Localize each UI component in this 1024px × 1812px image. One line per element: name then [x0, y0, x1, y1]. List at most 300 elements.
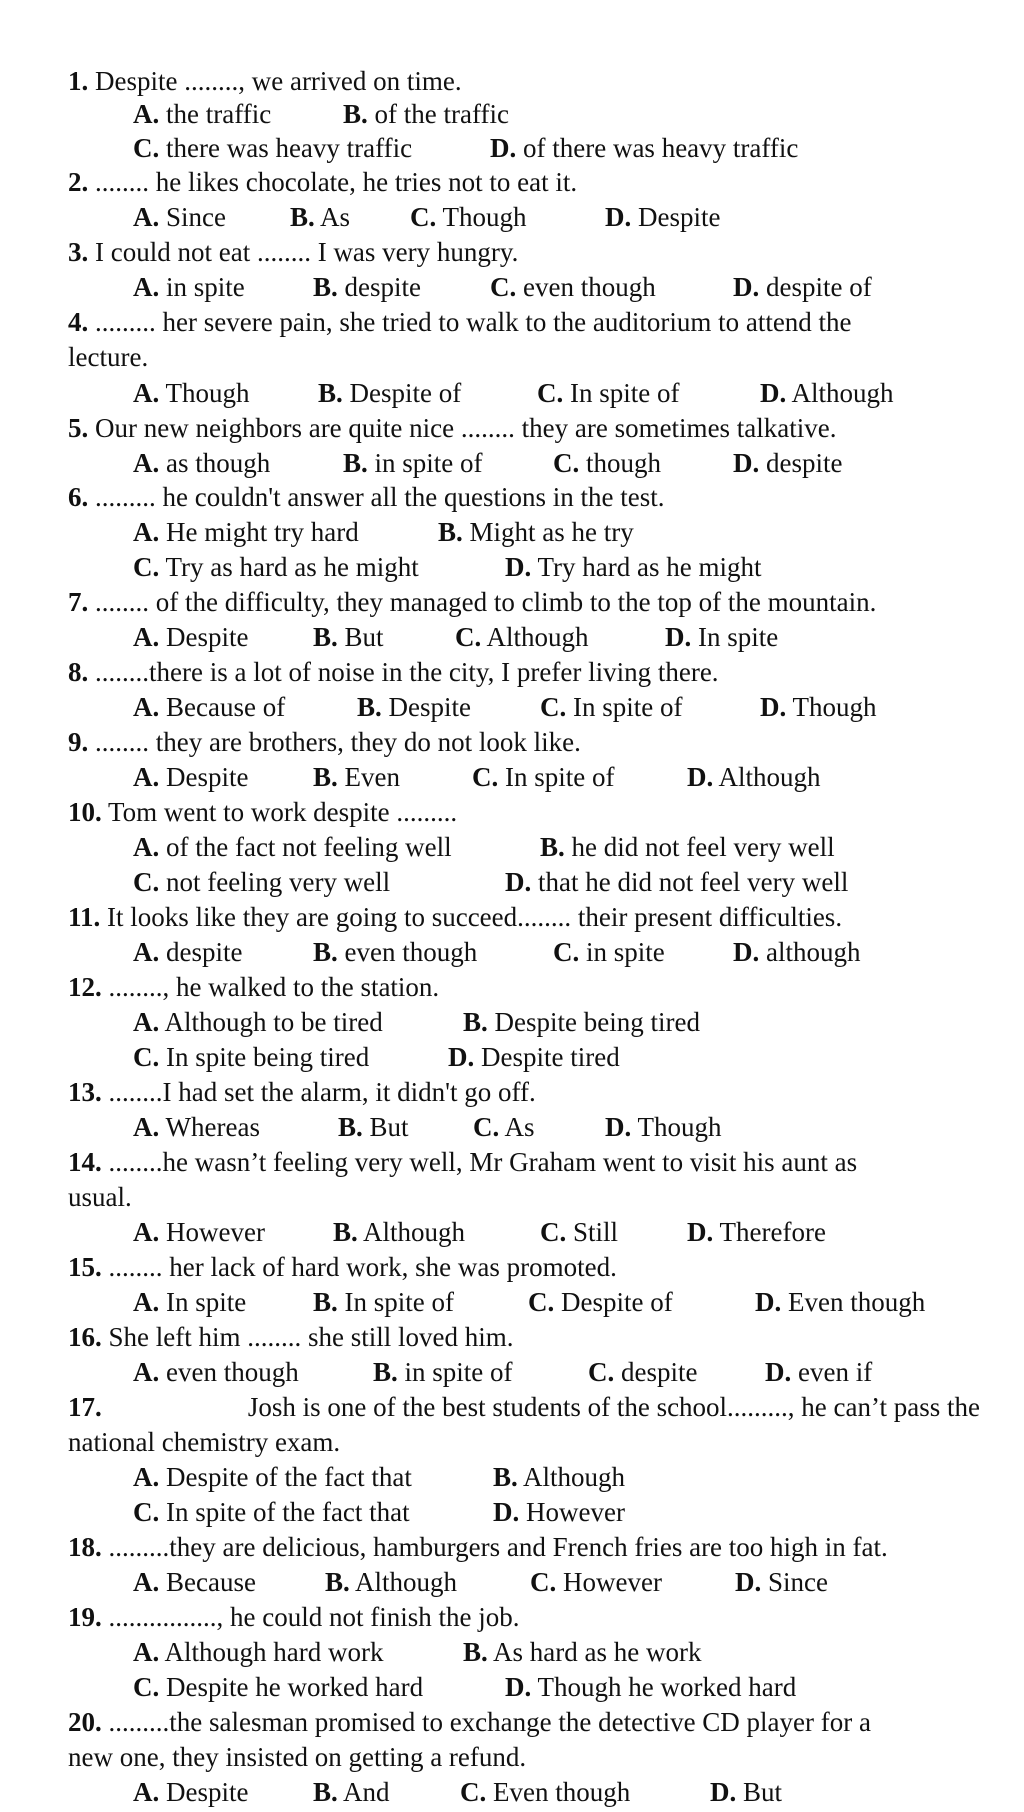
question-1 [68, 64, 462, 99]
question-number: 1. [68, 66, 89, 96]
option-letter: D. [448, 1042, 475, 1072]
question-13 [68, 1075, 536, 1110]
question-text: ........I had set the alarm, it didn't go off. [108, 1077, 536, 1107]
option-text: In spite of [570, 378, 680, 408]
option-text: In spite of the fact that [166, 1497, 410, 1527]
option-c[interactable] [133, 550, 419, 585]
option-text: despite [766, 448, 843, 478]
option-d[interactable] [755, 1285, 925, 1320]
option-text: He might try hard [166, 517, 359, 547]
option-text: despite [166, 937, 243, 967]
option-text: Because of [166, 692, 286, 722]
option-text: Though [165, 378, 250, 408]
option-d[interactable] [448, 1040, 620, 1075]
option-text: Since [166, 202, 226, 232]
option-text: Therefore [719, 1217, 826, 1247]
option-a[interactable] [133, 1285, 246, 1320]
option-b[interactable] [338, 1110, 409, 1145]
option-text: not feeling very well [166, 867, 391, 897]
option-text: in spite of [374, 448, 483, 478]
option-d[interactable] [505, 550, 762, 585]
option-d[interactable] [687, 760, 821, 795]
question-12 [68, 970, 439, 1005]
option-b[interactable] [493, 1460, 625, 1495]
option-text: But [743, 1777, 783, 1807]
option-a[interactable] [133, 620, 248, 655]
option-text: although [766, 937, 861, 967]
option-d[interactable] [665, 620, 778, 655]
option-text: though [586, 448, 662, 478]
question-2 [68, 165, 577, 200]
option-letter: C. [553, 937, 580, 967]
option-text: Though [792, 692, 877, 722]
option-letter: D. [505, 867, 532, 897]
option-letter: A. [133, 1357, 160, 1387]
option-b[interactable] [313, 760, 400, 795]
option-letter: B. [338, 1112, 363, 1142]
question-number: 20. [68, 1707, 102, 1737]
option-letter: D. [505, 1672, 532, 1702]
option-letter: B. [325, 1567, 350, 1597]
question-9 [68, 725, 581, 760]
option-letter: B. [463, 1637, 488, 1667]
option-letter: A. [133, 832, 160, 862]
option-letter: A. [133, 692, 160, 722]
option-c[interactable] [537, 376, 679, 411]
option-b[interactable] [318, 376, 461, 411]
option-letter: D. [687, 1217, 714, 1247]
option-text: In spite of [505, 762, 615, 792]
option-letter: D. [687, 762, 714, 792]
option-text: Although to be tired [164, 1007, 383, 1037]
option-text: Even though [788, 1287, 926, 1317]
option-c[interactable] [472, 760, 614, 795]
option-text: even if [798, 1357, 873, 1387]
question-text: Despite ........, we arrived on time. [95, 66, 462, 96]
option-letter: C. [528, 1287, 555, 1317]
option-letter: D. [760, 378, 787, 408]
question-number: 13. [68, 1077, 102, 1107]
question-text: .........the salesman promised to exchange the detective CD player for a [108, 1707, 871, 1737]
option-letter: B. [493, 1462, 518, 1492]
option-text: Even [344, 762, 400, 792]
question-11 [68, 900, 842, 935]
option-a[interactable] [133, 1565, 256, 1600]
option-a[interactable] [133, 1355, 299, 1390]
option-text: However [166, 1217, 265, 1247]
option-b[interactable] [313, 1775, 390, 1810]
question-4 [68, 305, 852, 340]
option-a[interactable] [133, 515, 359, 550]
option-letter: A. [133, 1112, 160, 1142]
option-c[interactable] [588, 1355, 697, 1390]
question-number: 10. [68, 797, 102, 827]
option-letter: C. [133, 867, 160, 897]
option-text: Try as hard as he might [165, 552, 419, 582]
question-text: I could not eat ........ I was very hungry. [95, 237, 519, 267]
option-b[interactable] [313, 935, 477, 970]
question-number: 17. [68, 1392, 102, 1422]
option-a[interactable] [133, 97, 271, 132]
option-text: Although [791, 378, 894, 408]
question-text-continued: lecture. [68, 342, 149, 372]
option-a[interactable] [133, 1005, 383, 1040]
option-letter: D. [755, 1287, 782, 1317]
option-letter: B. [290, 202, 315, 232]
question-text: ........he wasn’t feeling very well, Mr Graham went to visit his aunt as [108, 1147, 858, 1177]
option-letter: B. [343, 448, 368, 478]
option-text: Although hard work [164, 1637, 384, 1667]
option-text: in spite of [404, 1357, 513, 1387]
option-text: Despite [166, 622, 249, 652]
option-a[interactable] [133, 376, 250, 411]
option-text: But [369, 1112, 409, 1142]
option-b[interactable] [438, 515, 634, 550]
question-text: ......... he couldn't answer all the questions in the test. [95, 482, 665, 512]
option-letter: A. [133, 517, 160, 547]
question-text: She left him ........ she still loved him. [108, 1322, 514, 1352]
question-3 [68, 235, 518, 270]
option-c[interactable] [540, 690, 682, 725]
option-b[interactable] [463, 1005, 700, 1040]
option-text: Despite he worked hard [166, 1672, 424, 1702]
option-a[interactable] [133, 200, 226, 235]
option-b[interactable] [313, 1285, 454, 1320]
option-text: of the traffic [374, 99, 509, 129]
option-text: in spite [586, 937, 665, 967]
option-text: even though [344, 937, 478, 967]
question-text: .........they are delicious, hamburgers and French fries are too high in fat. [108, 1532, 888, 1562]
question-number: 16. [68, 1322, 102, 1352]
option-c[interactable] [460, 1775, 630, 1810]
question-text: ......... her severe pain, she tried to walk to the auditorium to attend the [95, 307, 852, 337]
option-text: Despite of [561, 1287, 673, 1317]
question-15 [68, 1250, 617, 1285]
option-letter: A. [133, 448, 160, 478]
option-letter: C. [473, 1112, 500, 1142]
option-text: of there was heavy traffic [523, 133, 799, 163]
option-d[interactable] [733, 446, 842, 481]
option-b[interactable] [333, 1215, 465, 1250]
option-d[interactable] [710, 1775, 782, 1810]
option-text: In spite being tired [166, 1042, 370, 1072]
option-d[interactable] [605, 200, 720, 235]
option-letter: B. [333, 1217, 358, 1247]
option-letter: D. [605, 202, 632, 232]
option-text: Despite [166, 1777, 249, 1807]
option-text: And [343, 1777, 390, 1807]
option-c[interactable] [530, 1565, 662, 1600]
option-letter: C. [133, 1672, 160, 1702]
question-6 [68, 480, 665, 515]
question-5 [68, 411, 837, 446]
option-d[interactable] [760, 376, 894, 411]
option-text: Although [363, 1217, 466, 1247]
option-text: In spite of [573, 692, 683, 722]
question-number: 11. [68, 902, 101, 932]
option-letter: B. [313, 937, 338, 967]
option-letter: A. [133, 1217, 160, 1247]
question-17 [68, 1390, 980, 1425]
question-18 [68, 1530, 888, 1565]
option-text: even though [166, 1357, 299, 1387]
option-c[interactable] [133, 1670, 423, 1705]
question-8 [68, 655, 719, 690]
option-a[interactable] [133, 830, 452, 865]
option-d[interactable] [687, 1215, 826, 1250]
option-text: Though he worked hard [537, 1672, 797, 1702]
option-letter: A. [133, 1637, 160, 1667]
option-d[interactable] [490, 131, 798, 166]
option-letter: C. [490, 272, 517, 302]
option-b[interactable] [373, 1355, 513, 1390]
question-text: ........ of the difficulty, they managed to climb to the top of the mountain. [95, 587, 877, 617]
option-letter: D. [765, 1357, 792, 1387]
option-letter: A. [133, 1462, 160, 1492]
option-text: Though [637, 1112, 722, 1142]
option-text: Despite of [349, 378, 462, 408]
option-text: he did not feel very well [571, 832, 835, 862]
option-letter: A. [133, 762, 160, 792]
option-d[interactable] [493, 1495, 625, 1530]
option-letter: D. [490, 133, 517, 163]
question-10 [68, 795, 457, 830]
option-b[interactable] [343, 97, 509, 132]
option-letter: C. [133, 133, 160, 163]
option-text: As [320, 202, 351, 232]
option-letter: C. [133, 552, 160, 582]
option-d[interactable] [735, 1565, 828, 1600]
option-text: Despite being tired [494, 1007, 700, 1037]
option-c[interactable] [133, 865, 390, 900]
question-text: ........ they are brothers, they do not look like. [95, 727, 581, 757]
option-c[interactable] [455, 620, 589, 655]
option-text: even though [523, 272, 656, 302]
option-letter: C. [540, 1217, 567, 1247]
option-b[interactable] [325, 1565, 457, 1600]
question-text: It looks like they are going to succeed........ their present difficulties. [107, 902, 843, 932]
option-c[interactable] [553, 935, 665, 970]
option-letter: D. [505, 552, 532, 582]
option-text: Try hard as he might [537, 552, 762, 582]
option-text: Though [442, 202, 527, 232]
option-text: Despite [388, 692, 471, 722]
option-text: As hard as he work [493, 1637, 702, 1667]
option-text: that he did not feel very well [538, 867, 849, 897]
option-letter: C. [472, 762, 499, 792]
option-d[interactable] [760, 690, 877, 725]
question-19 [68, 1600, 519, 1635]
option-text: Even though [493, 1777, 631, 1807]
option-c[interactable] [133, 1495, 410, 1530]
option-text: Although [355, 1567, 458, 1597]
option-text: In spite of [344, 1287, 454, 1317]
option-a[interactable] [133, 690, 285, 725]
option-letter: B. [313, 1287, 338, 1317]
option-text: Because [166, 1567, 256, 1597]
question-text: ........ her lack of hard work, she was promoted. [108, 1252, 617, 1282]
option-d[interactable] [505, 1670, 796, 1705]
option-c[interactable] [133, 1040, 369, 1075]
option-text: Since [768, 1567, 828, 1597]
option-text: Despite tired [481, 1042, 620, 1072]
option-b[interactable] [343, 446, 483, 481]
question-number: 3. [68, 237, 89, 267]
option-c[interactable] [133, 131, 412, 166]
question-14 [68, 1145, 857, 1180]
question-text: ........there is a lot of noise in the city, I prefer living there. [95, 657, 719, 687]
option-text: as though [166, 448, 271, 478]
question-text: Tom went to work despite ......... [108, 797, 458, 827]
option-text: As [504, 1112, 535, 1142]
option-c[interactable] [473, 1110, 535, 1145]
option-a[interactable] [133, 1460, 412, 1495]
question-text: ........ he likes chocolate, he tries not to eat it. [95, 167, 578, 197]
option-text: Although [486, 622, 589, 652]
option-text: But [344, 622, 384, 652]
option-letter: D. [665, 622, 692, 652]
option-letter: C. [410, 202, 437, 232]
option-letter: A. [133, 1287, 160, 1317]
option-text: Despite of the fact that [166, 1462, 412, 1492]
option-text: Despite [638, 202, 721, 232]
question-number: 18. [68, 1532, 102, 1562]
option-b[interactable] [463, 1635, 701, 1670]
question-text-continued: national chemistry exam. [68, 1427, 341, 1457]
option-c[interactable] [410, 200, 527, 235]
option-letter: D. [493, 1497, 520, 1527]
option-letter: C. [588, 1357, 615, 1387]
question-text: Josh is one of the best students of the school........., he can’t pass the [247, 1392, 980, 1422]
option-letter: D. [733, 937, 760, 967]
question-number: 9. [68, 727, 89, 757]
option-text: However [526, 1497, 625, 1527]
option-letter: D. [733, 448, 760, 478]
option-letter: B. [313, 272, 338, 302]
question-20 [68, 1705, 871, 1740]
option-letter: A. [133, 378, 160, 408]
option-letter: D. [605, 1112, 632, 1142]
option-d[interactable] [733, 935, 861, 970]
option-letter: A. [133, 1777, 160, 1807]
option-letter: D. [710, 1777, 737, 1807]
option-letter: C. [455, 622, 482, 652]
option-letter: C. [540, 692, 567, 722]
question-number: 5. [68, 413, 89, 443]
option-b[interactable] [313, 620, 384, 655]
option-letter: A. [133, 1567, 160, 1597]
option-letter: C. [133, 1042, 160, 1072]
option-letter: B. [438, 517, 463, 547]
option-c[interactable] [553, 446, 661, 481]
option-letter: D. [735, 1567, 762, 1597]
option-text: despite [621, 1357, 698, 1387]
question-16 [68, 1320, 513, 1355]
question-text: ................, he could not finish the job. [108, 1602, 520, 1632]
question-number: 6. [68, 482, 89, 512]
option-c[interactable] [540, 1215, 618, 1250]
option-b[interactable] [313, 270, 421, 305]
option-letter: B. [357, 692, 382, 722]
option-letter: A. [133, 272, 160, 302]
option-text: despite [344, 272, 421, 302]
question-7 [68, 585, 876, 620]
option-text: In spite [166, 1287, 247, 1317]
option-text: despite of [766, 272, 872, 302]
option-d[interactable] [765, 1355, 872, 1390]
option-d[interactable] [505, 865, 848, 900]
option-b[interactable] [540, 830, 835, 865]
option-c[interactable] [490, 270, 656, 305]
option-letter: D. [760, 692, 787, 722]
option-a[interactable] [133, 935, 242, 970]
option-text: Might as he try [469, 517, 634, 547]
option-text: there was heavy traffic [166, 133, 413, 163]
question-text: Our new neighbors are quite nice ........ they are sometimes talkative. [95, 413, 837, 443]
option-text: in spite [166, 272, 245, 302]
option-letter: D. [733, 272, 760, 302]
option-a[interactable] [133, 1775, 248, 1810]
option-letter: C. [460, 1777, 487, 1807]
option-text: Despite [166, 762, 249, 792]
option-text: However [563, 1567, 662, 1597]
option-b[interactable] [290, 200, 350, 235]
option-letter: B. [313, 622, 338, 652]
question-number: 19. [68, 1602, 102, 1632]
option-text: Although [523, 1462, 626, 1492]
option-a[interactable] [133, 1215, 265, 1250]
option-letter: A. [133, 622, 160, 652]
option-text: of the fact not feeling well [166, 832, 452, 862]
option-letter: C. [133, 1497, 160, 1527]
question-text: ........, he walked to the station. [108, 972, 440, 1002]
option-letter: C. [553, 448, 580, 478]
option-b[interactable] [357, 690, 471, 725]
option-letter: C. [530, 1567, 557, 1597]
option-d[interactable] [605, 1110, 722, 1145]
question-number: 15. [68, 1252, 102, 1282]
option-a[interactable] [133, 270, 245, 305]
option-text: In spite [698, 622, 779, 652]
question-text-continued: usual. [68, 1182, 132, 1212]
option-letter: B. [318, 378, 343, 408]
option-c[interactable] [528, 1285, 673, 1320]
option-letter: B. [313, 1777, 338, 1807]
option-letter: A. [133, 99, 160, 129]
question-number: 12. [68, 972, 102, 1002]
question-number: 2. [68, 167, 89, 197]
option-a[interactable] [133, 1635, 383, 1670]
option-a[interactable] [133, 760, 248, 795]
option-letter: A. [133, 937, 160, 967]
option-letter: B. [373, 1357, 398, 1387]
option-letter: A. [133, 1007, 160, 1037]
option-text: Whereas [165, 1112, 260, 1142]
option-a[interactable] [133, 446, 270, 481]
option-a[interactable] [133, 1110, 260, 1145]
option-letter: C. [537, 378, 564, 408]
question-number: 4. [68, 307, 89, 337]
option-letter: B. [463, 1007, 488, 1037]
option-letter: B. [313, 762, 338, 792]
question-text-continued: new one, they insisted on getting a refund. [68, 1742, 527, 1772]
option-text: the traffic [166, 99, 272, 129]
question-number: 8. [68, 657, 89, 687]
option-letter: A. [133, 202, 160, 232]
option-text: Still [573, 1217, 619, 1247]
option-d[interactable] [733, 270, 872, 305]
question-number: 14. [68, 1147, 102, 1177]
